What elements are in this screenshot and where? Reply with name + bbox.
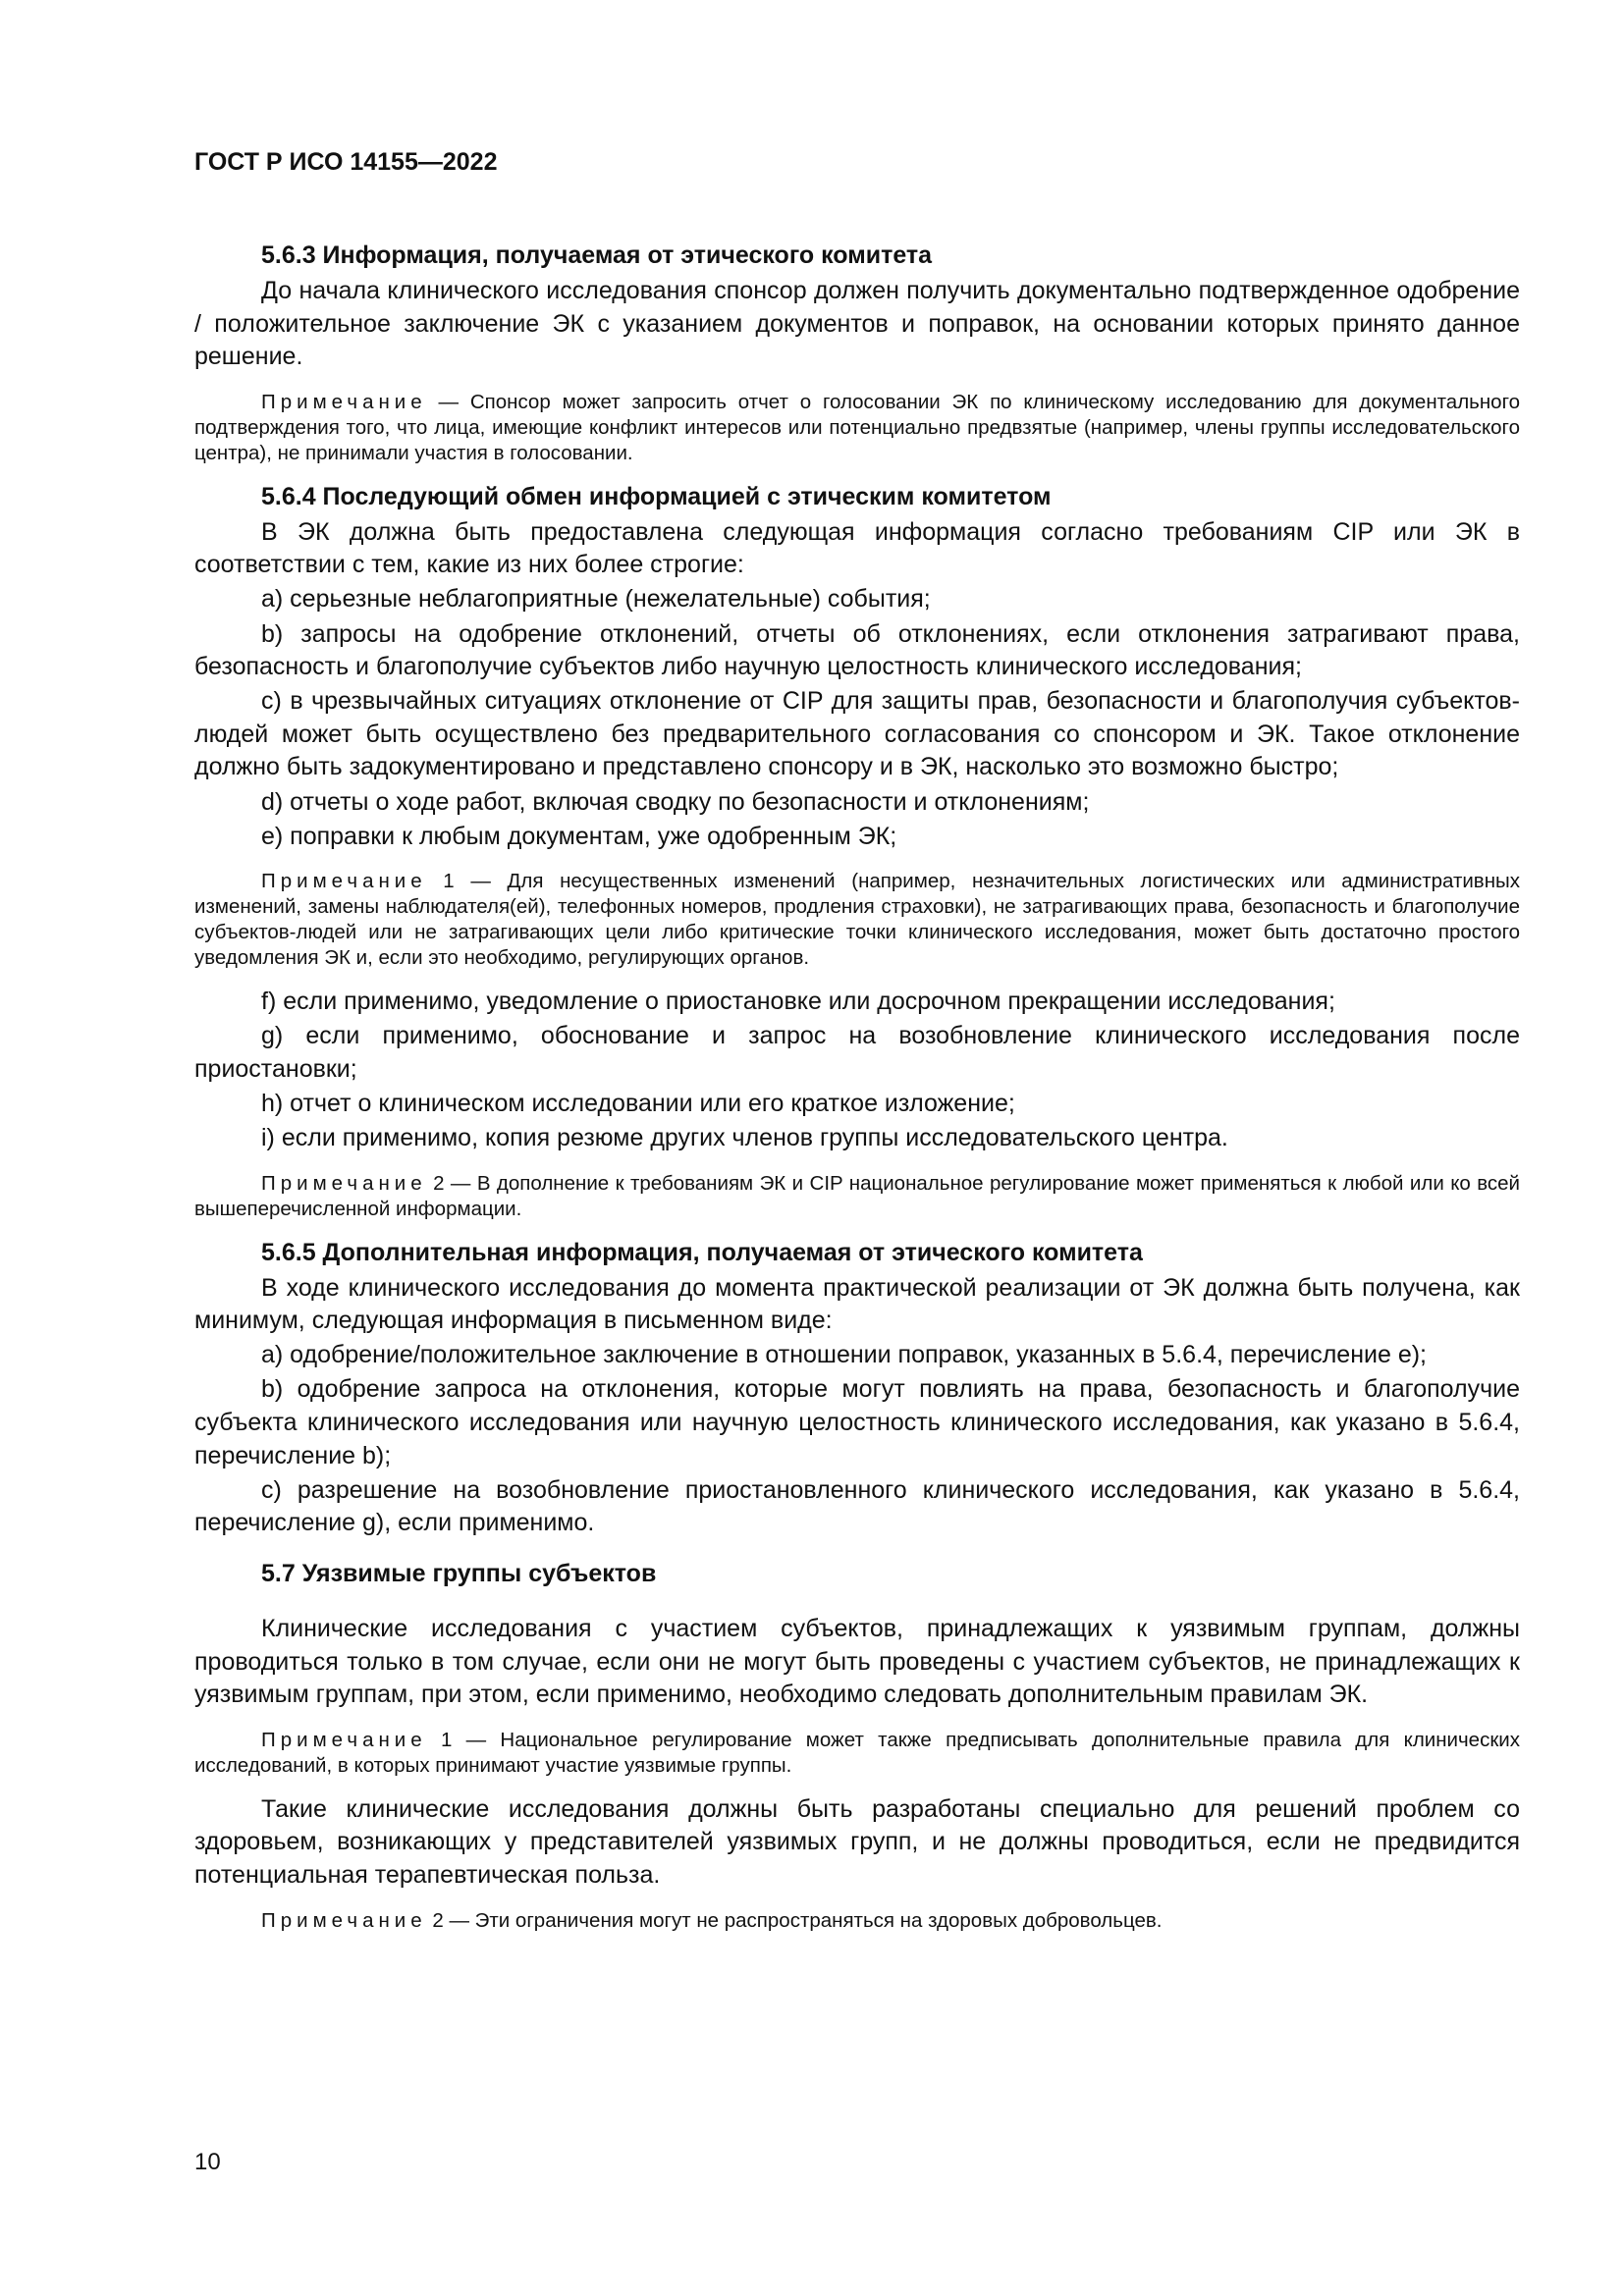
section-5-6-3-paragraph: До начала клинического исследования спонсор должен получить документально подтвержденное одобрение / положительное заключение ЭК с указанием документов и поправок, на основании которых принято данное решение. bbox=[194, 277, 1520, 371]
list-item-i: i) если применимо, копия резюме других членов группы исследовательского центра. bbox=[261, 1124, 1228, 1152]
section-5-7-note-2 bbox=[194, 1908, 1520, 1934]
page-number: 10 bbox=[194, 2149, 221, 2175]
section-5-7-heading: 5.7 Уязвимые группы субъектов bbox=[261, 1559, 657, 1587]
note-label: Примечание bbox=[261, 1728, 427, 1751]
list-item-a: a) серьезные неблагоприятные (нежелательные) события; bbox=[261, 585, 931, 614]
section-5-6-4-intro: В ЭК должна быть предоставлена следующая информация согласно требованиям CIP или ЭК в соответствии с тем, какие из них более строгие: bbox=[194, 517, 1520, 579]
list-item-b: b) одобрение запроса на отклонения, которые могут повлиять на права, безопасность и благополучие субъекта клинического исследования или научную целостность клинического исследования, как указано в 5.6.4, перечисление b); bbox=[194, 1375, 1520, 1469]
note-label: Примечание bbox=[261, 390, 427, 413]
note-text: 2 — В дополнение к требованиям ЭК и CIP национальное регулирование может применяться к любой или ко всей вышеперечисленной информации. bbox=[194, 1171, 1520, 1220]
list-item-g: g) если применимо, обоснование и запрос на возобновление клинического исследования после приостановки; bbox=[194, 1022, 1520, 1083]
section-5-6-5-intro: В ходе клинического исследования до момента практической реализации от ЭК должна быть получена, как минимум, следующая информация в письменном виде: bbox=[194, 1273, 1520, 1335]
section-5-7-note-1 bbox=[194, 1728, 1520, 1779]
section-5-7 bbox=[194, 1558, 1520, 1934]
list-item-a: a) одобрение/положительное заключение в отношении поправок, указанных в 5.6.4, перечисление e); bbox=[261, 1341, 1427, 1369]
note-text: — Спонсор может запросить отчет о голосовании ЭК по клиническому исследованию для документального подтверждения того, что лица, имеющие конфликт интересов или потенциально предвзятые (например, члены группы исследовательского центра), не принимали участия в голосовании. bbox=[194, 390, 1520, 464]
list-item-e: e) поправки к любым документам, уже одобренным ЭК; bbox=[261, 822, 897, 850]
document-header-title: ГОСТ Р ИСО 14155—2022 bbox=[194, 148, 498, 176]
section-5-6-4-heading: 5.6.4 Последующий обмен информацией с этическим комитетом bbox=[261, 482, 1052, 510]
section-5-7-paragraph-1: Клинические исследования с участием субъектов, принадлежащих к уязвимым группам, должны проводиться только в том случае, если они не могут быть проведены с участием субъектов, не принадлежащих к уязвимым группам, при этом, если применимо, необходимо следовать дополнительным правилам ЭК. bbox=[194, 1614, 1520, 1709]
section-5-6-4-note-1 bbox=[194, 869, 1520, 971]
section-5-6-3-note bbox=[194, 390, 1520, 466]
list-item-c: c) в чрезвычайных ситуациях отклонение от CIP для защиты прав, безопасности и благополучия субъектов-людей может быть осуществлено без предварительного согласования со спонсором и ЭК. Такое отклонение должно быть задокументировано и представлено спонсору и в ЭК, насколько это возможно быстро; bbox=[194, 687, 1520, 781]
note-label: Примечание bbox=[261, 1908, 427, 1932]
section-5-6-3-heading: 5.6.3 Информация, получаемая от этического комитета bbox=[261, 241, 933, 269]
note-text: 2 — Эти ограничения могут не распространяться на здоровых добровольцев. bbox=[426, 1908, 1163, 1932]
section-5-7-paragraph-2: Такие клинические исследования должны быть разработаны специально для решений проблем со здоровьем, возникающих у представителей уязвимых групп, и не должны проводиться, если не предвидится потенциальная терапевтическая польза. bbox=[194, 1794, 1520, 1889]
note-text: 1 — Для несущественных изменений (например, незначительных логистических или административных изменений, замены наблюдателя(ей), телефонных номеров, продления страховки), не затрагивающих права, безопасность и благополучие субъектов-людей или не затрагивающих цели либо критические точки клинического исследования, может быть достаточно простого уведомления ЭК и, если это необходимо, регулирующих органов. bbox=[194, 870, 1520, 970]
note-label: Примечание bbox=[261, 870, 427, 893]
list-item-f: f) если применимо, уведомление о приостановке или досрочном прекращении исследования; bbox=[261, 988, 1335, 1016]
section-5-6-5-heading: 5.6.5 Дополнительная информация, получаемая от этического комитета bbox=[261, 1238, 1143, 1266]
section-5-6-4-note-2 bbox=[194, 1171, 1520, 1222]
section-5-6-3 bbox=[194, 240, 1520, 466]
section-5-6-4 bbox=[194, 481, 1520, 1222]
list-item-h: h) отчет о клиническом исследовании или его краткое изложение; bbox=[261, 1090, 1015, 1117]
list-item-d: d) отчеты о ходе работ, включая сводку по безопасности и отклонениям; bbox=[261, 787, 1090, 816]
note-label: Примечание bbox=[261, 1171, 427, 1195]
list-item-b: b) запросы на одобрение отклонений, отчеты об отклонениях, если отклонения затрагивают права, безопасность и благополучие субъектов либо научную целостность клинического исследования; bbox=[194, 619, 1520, 681]
note-text: 1 — Национальное регулирование может также предписывать дополнительные правила для клинических исследований, в которых принимают участие уязвимые группы. bbox=[194, 1728, 1520, 1777]
list-item-c: c) разрешение на возобновление приостановленного клинического исследования, как указано в 5.6.4, перечисление g), если применимо. bbox=[194, 1475, 1520, 1537]
section-5-6-5 bbox=[194, 1237, 1520, 1540]
document-page bbox=[194, 147, 1520, 1949]
